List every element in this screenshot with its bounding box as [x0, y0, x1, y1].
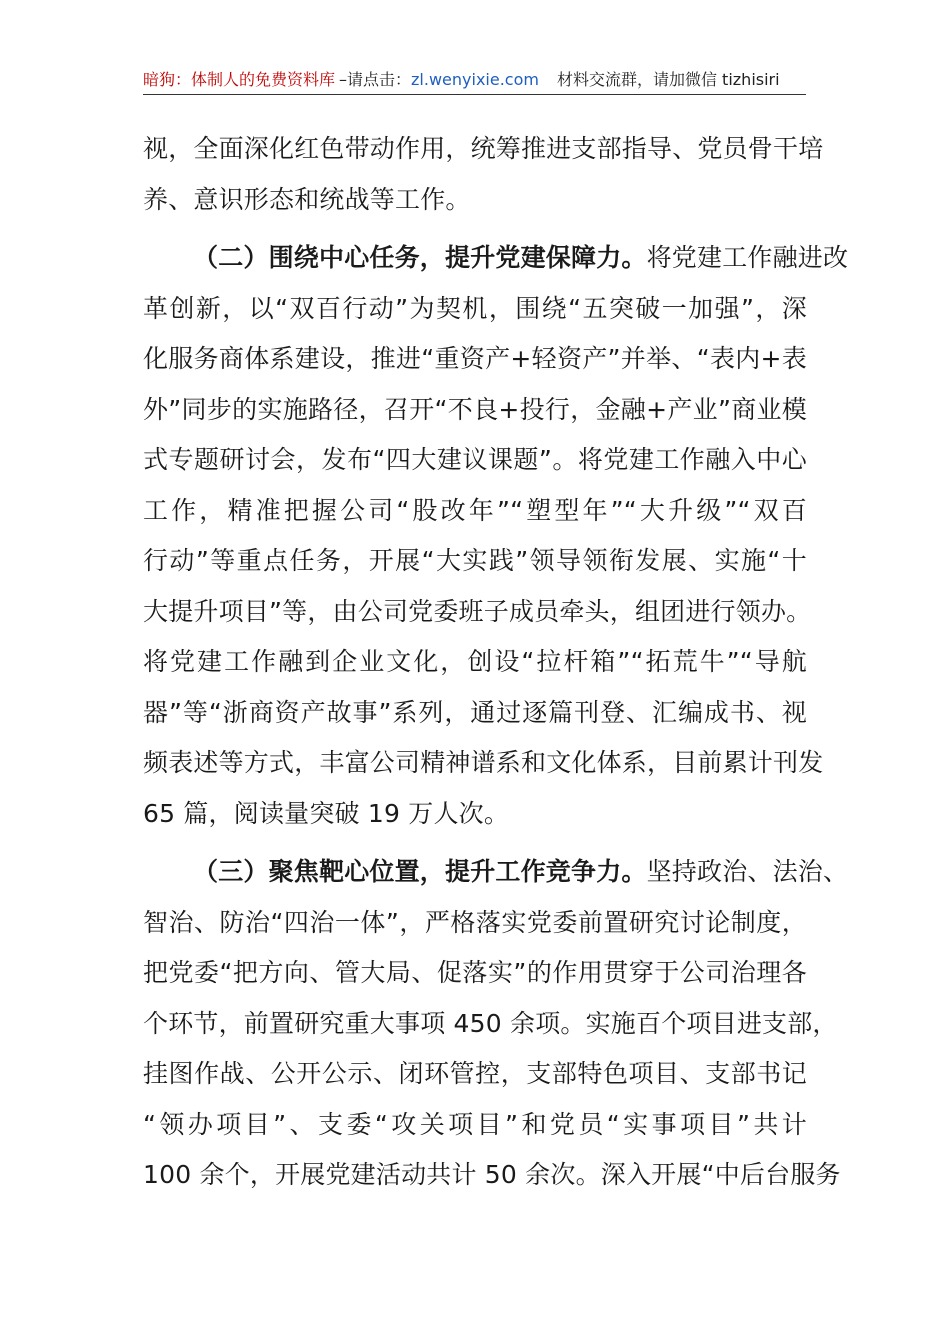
paragraph-line: 将党建工作融到企业文化，创设“拉杆箱”“拓荒牛”“导航 [143, 647, 807, 676]
paragraph-line: 频表述等方式，丰富公司精神谱系和文化体系，目前累计刊发 [143, 748, 824, 777]
paragraph-first-line [143, 847, 849, 898]
paragraph-line: 大提升项目”等，由公司党委班子成员牵头，组团进行领办。 [143, 596, 812, 626]
paragraph-line: 外”同步的实施路径，召开“不良+投行，金融+产业”商业模 [143, 394, 807, 424]
paragraph-line: 个环节，前置研究重大事项 450 余项。实施百个项目进支部， [143, 1008, 838, 1038]
paragraph-text: 将党建工作融进改 [646, 243, 849, 272]
page-header [143, 68, 806, 95]
paragraph-line: “领办项目”、支委“攻关项目”和党员“实事项目”共计 [143, 1109, 807, 1139]
paragraph-line: 器”等“浙商资产故事”系列，通过逐篇刊登、汇编成书、视 [143, 697, 807, 727]
paragraph-line: 革创新，以“双百行动”为契机，围绕“五突破一加强”，深 [143, 293, 807, 323]
header-brand: 暗狗：体制人的免费资料库 [143, 70, 336, 89]
paragraph-line: 智治、防治“四治一体”，严格落实党委前置研究讨论制度， [143, 907, 807, 937]
section-heading: （二）围绕中心任务，提升党建保障力。 [193, 243, 647, 272]
paragraph-line: 工作，精准把握公司“股改年”“塑型年”“大升级”“双百 [143, 495, 807, 525]
paragraph-line: 式专题研讨会，发布“四大建议课题”。将党建工作融入中心 [143, 445, 807, 474]
section-heading: （三）聚焦靶心位置，提升工作竞争力。 [193, 857, 647, 886]
header-prompt: –请点击： [339, 70, 412, 89]
paragraph-line: 养、意识形态和统战等工作。 [143, 184, 471, 214]
paragraph-line: 视，全面深化红色带动作用，统筹推进支部指导、党员骨干培 [143, 134, 824, 163]
paragraph-line: 100 余个，开展党建活动共计 50 余次。深入开展“中后台服务 [143, 1160, 841, 1189]
paragraph-line: 把党委“把方向、管大局、促落实”的作用贯穿于公司治理各 [143, 958, 807, 987]
paragraph-text: 坚持政治、法治、 [646, 857, 849, 886]
paragraph-line: 行动”等重点任务，开展“大实践”领导领衔发展、实施“十 [143, 546, 807, 575]
paragraph-line: 挂图作战、公开公示、闭环管控，支部特色项目、支部书记 [143, 1059, 807, 1088]
body-text [143, 124, 849, 1201]
header-link[interactable]: zl.wenyixie.com [411, 70, 539, 89]
paragraph-line: 65 篇，阅读量突破 19 万人次。 [143, 798, 510, 828]
paragraph-first-line [143, 233, 849, 284]
paragraph-line: 化服务商体系建设，推进“重资产+轻资产”并举、“表内+表 [143, 344, 807, 373]
header-group-info: 材料交流群，请加微信 tizhisiri [556, 70, 780, 89]
